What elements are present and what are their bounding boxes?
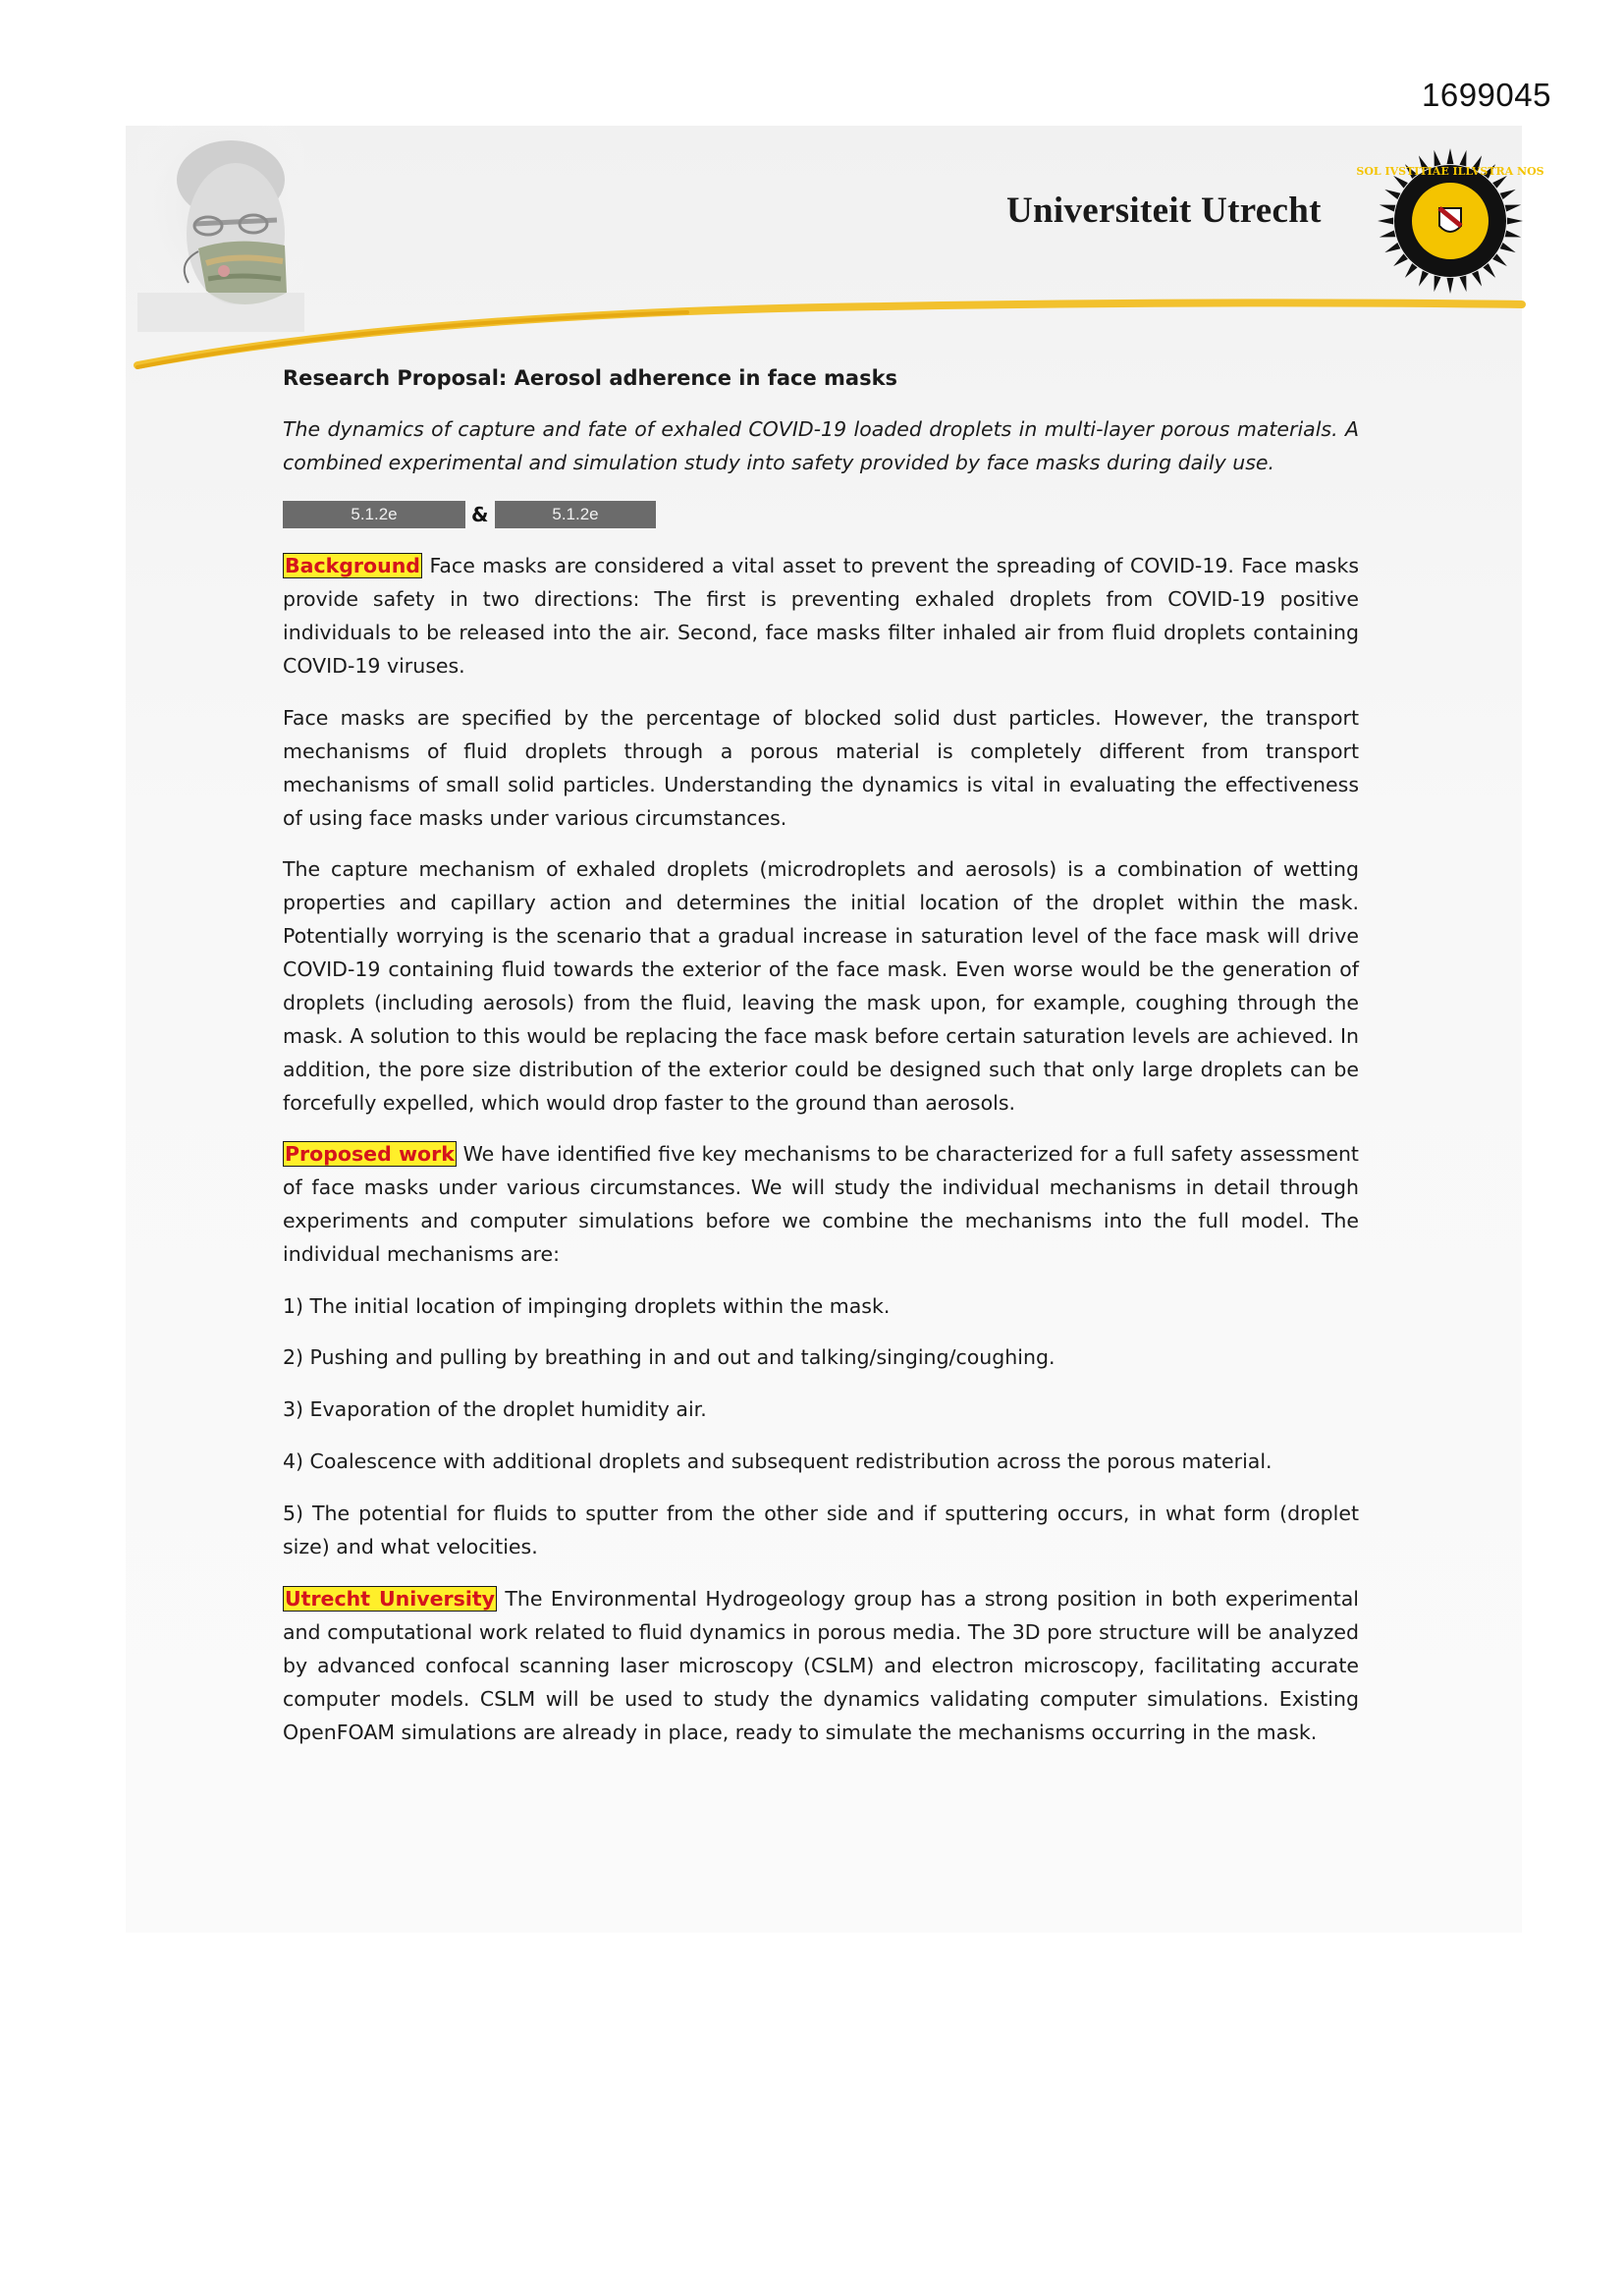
author-line [283, 501, 676, 530]
proposal-title: Research Proposal: Aerosol adherence in face masks [283, 366, 898, 390]
seal-ray [1405, 263, 1418, 278]
utrecht-university-heading: Utrecht University [285, 1587, 496, 1611]
background-heading: Background [285, 554, 420, 577]
utrecht-university-text: The Environmental Hydrogeology group has a strong position in both experimental and computational work related to fluid dynamics in porous media. The 3D pore structure will be analyzed by advanced confocal scanning laser microscopy (CSLM) and electron microscopy, facilitating accurate computer models. CSLM will be used to study the dynamics validating computer simulations. Existing OpenFOAM simulations are already in place, ready to simulate the mechanisms occurring in the mask. [283, 1587, 1359, 1744]
mechanism-item: 2) Pushing and pulling by breathing in and out and talking/singing/coughing. [283, 1345, 1056, 1369]
background-paragraph [283, 549, 1359, 683]
seal-ray [1380, 230, 1395, 237]
seal-ray [1459, 276, 1466, 292]
mechanism-item: 3) Evaporation of the droplet humidity air. [283, 1397, 707, 1421]
proposed-work-paragraph [283, 1137, 1359, 1271]
seal-ray [1435, 276, 1441, 292]
redacted-author-1: 5.1.2e [283, 501, 465, 528]
seal-ray [1472, 271, 1482, 287]
document-id: 1699045 [1422, 77, 1551, 113]
capture-mechanism-text: The capture mechanism of exhaled droplets (microdroplets and aerosols) is a combination of wetting properties and capillary action and determines the initial location of the droplet within the mask. Potentially worrying is the scenario that a gradual increase in saturation level of the face mask will drive COVID-19 containing fluid towards the exterior of the face mask. Even worse would be the generation of droplets (including aerosols) from the fluid, leaving the mask upon, for example, coughing through the mask. A solution to this would be replacing the face mask before certain saturation levels are achieved. In addition, the pore size distribution of the exterior could be designed such that only large droplets can be forcefully expelled, which would drop faster to the ground than aerosols. [283, 857, 1359, 1115]
seal-ray [1505, 230, 1521, 237]
seal-ray [1447, 148, 1454, 164]
seal-ray [1384, 243, 1400, 252]
seal-ray [1500, 190, 1516, 199]
seal-ray [1483, 263, 1495, 278]
seal-ray [1500, 243, 1516, 252]
proposal-subtitle: The dynamics of capture and fate of exhaled COVID-19 loaded droplets in multi-layer porous materials. A combined experimental and simulation study into safety provided by face masks during daily use. [283, 417, 1359, 474]
mechanism-item: 1) The initial location of impinging droplets within the mask. [283, 1294, 891, 1318]
seal-ray [1492, 253, 1507, 266]
seal-ray [1505, 205, 1521, 212]
seal-ray [1419, 271, 1429, 287]
university-seal-logo [1356, 147, 1544, 295]
seal-ray [1393, 253, 1408, 266]
utrecht-university-paragraph [283, 1582, 1359, 1749]
proposed-work-heading: Proposed work [285, 1142, 455, 1166]
background-text: Face masks are considered a vital asset to prevent the spreading of COVID-19. Face masks provide safety in two directions: The first is preventing exhaled droplets from COVID-19 positive individuals to be released into the air. Second, face masks filter inhaled air from fluid droplets containing COVID-19 viruses. [283, 554, 1359, 678]
seal-ray [1507, 218, 1523, 225]
university-name: Universiteit Utrecht [1006, 191, 1322, 231]
mechanism-item: 4) Coalescence with additional droplets and subsequent redistribution across the porous material. [283, 1449, 1272, 1473]
seal-ray [1384, 190, 1400, 199]
proposed-work-text: We have identified five key mechanisms to be characterized for a full safety assessment of face masks under various circumstances. We will study the individual mechanisms in detail through experiments and computer simulations before we combine the mechanisms into the full model. The individual mechanisms are: [283, 1142, 1359, 1266]
face-masks-paragraph [283, 701, 1359, 835]
redacted-author-2: 5.1.2e [495, 501, 656, 528]
author-separator: & [471, 503, 489, 526]
seal-text: SOL IVSTITIAE ILLVSTRA NOS [1356, 165, 1544, 178]
seal-ray [1380, 205, 1395, 212]
capture-mechanism-paragraph [283, 852, 1359, 1120]
face-masks-text: Face masks are specified by the percentage of blocked solid dust particles. However, the transport mechanisms of fluid droplets through a porous material is completely different from transport mechanisms of small solid particles. Understanding the dynamics is vital in evaluating the effectiveness of using face masks under various circumstances. [283, 706, 1359, 830]
mechanism-item: 5) The potential for fluids to sputter from the other side and if sputtering occurs, in what form (droplet size) and what velocities. [283, 1502, 1359, 1558]
seal-ray [1447, 278, 1454, 294]
seal-ray [1435, 150, 1441, 166]
seal-ray [1378, 218, 1393, 225]
seal-ray [1459, 150, 1466, 166]
